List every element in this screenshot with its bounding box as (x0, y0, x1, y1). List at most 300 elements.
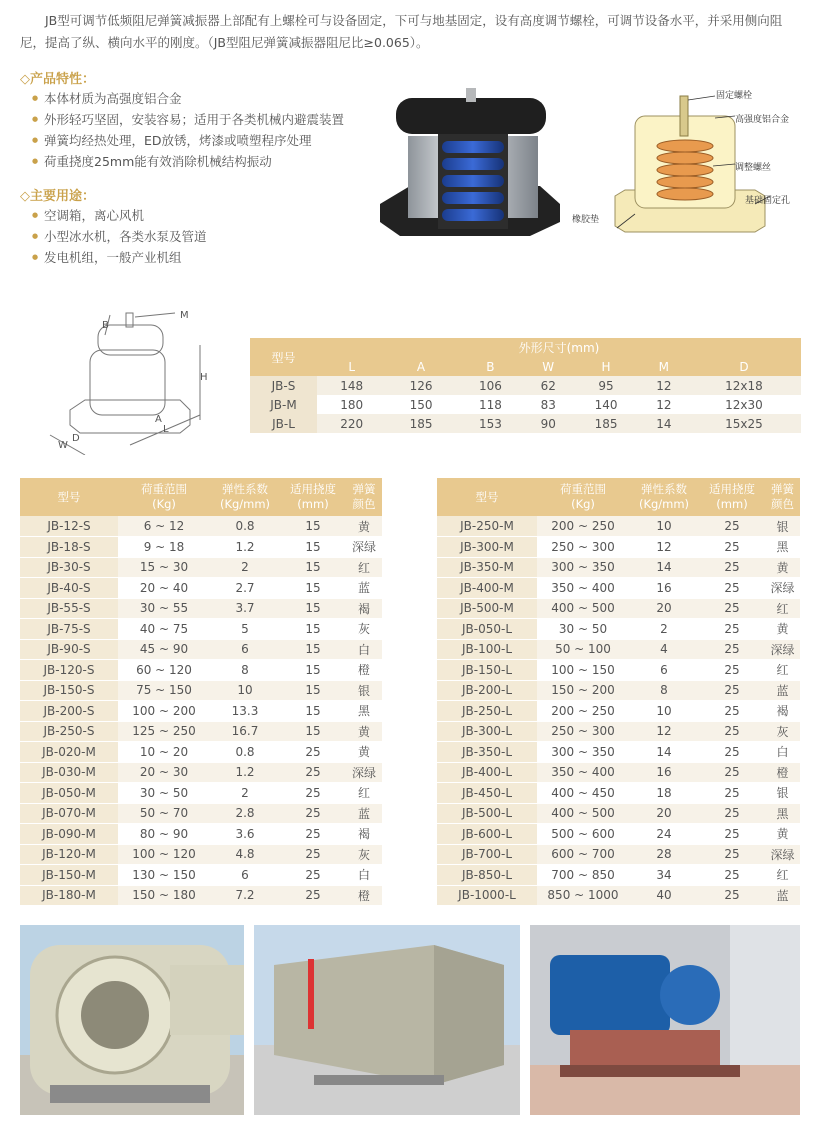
label-pad: 橡胶垫 (572, 215, 600, 225)
table-cell: JB-S (250, 376, 317, 395)
table-row (437, 803, 800, 824)
label-l: L (163, 424, 169, 435)
table-cell: 15 ~ 30 (118, 557, 210, 578)
table-cell: 30 ~ 50 (537, 619, 629, 640)
table-cell: JB-350-L (437, 742, 537, 763)
table-cell: 褐 (346, 598, 382, 619)
table-cell: 黄 (765, 557, 800, 578)
table-cell: 黄 (346, 516, 382, 537)
table-cell: 25 (699, 619, 765, 640)
table-cell: 深绿 (346, 762, 382, 783)
table-cell: 5 (210, 619, 280, 640)
table-cell: 黄 (346, 721, 382, 742)
table-row (437, 660, 800, 681)
table-cell: 25 (280, 783, 346, 804)
table-cell: 灰 (346, 619, 382, 640)
table-cell: 18 (629, 783, 699, 804)
table-cell: 20 (629, 598, 699, 619)
table-cell: 12x30 (725, 397, 763, 412)
table-cell: 60 ~ 120 (118, 660, 210, 681)
table-cell: 橙 (346, 885, 382, 906)
table-cell: JB-350-M (437, 557, 537, 578)
table-cell: 100 ~ 150 (537, 660, 629, 681)
table-row (20, 660, 382, 681)
table-cell: 15 (280, 680, 346, 701)
label-bolt: 固定螺栓 (716, 91, 753, 101)
table-cell: 25 (280, 762, 346, 783)
table-cell: 3.6 (210, 824, 280, 845)
table-cell: 20 (629, 803, 699, 824)
table-cell: 白 (765, 742, 800, 763)
table-row (437, 537, 800, 558)
table-cell: JB-450-L (437, 783, 537, 804)
spec-header-load: 荷重范围 (Kg) (537, 478, 629, 516)
table-cell: JB-1000-L (437, 885, 537, 906)
table-cell: 350 ~ 400 (537, 762, 629, 783)
table-cell: 0.8 (210, 742, 280, 763)
table-cell: 25 (699, 598, 765, 619)
table-cell: 148 (317, 376, 386, 395)
table-cell: 2.8 (210, 803, 280, 824)
table-cell: 250 ~ 300 (537, 537, 629, 558)
table-cell: 83 (540, 397, 556, 412)
table-cell: 15 (280, 619, 346, 640)
table-cell: 28 (629, 844, 699, 865)
table-cell: 30 ~ 50 (118, 783, 210, 804)
table-cell: 橙 (765, 762, 800, 783)
dim-col-header: D (687, 357, 801, 376)
table-cell: 25 (699, 742, 765, 763)
table-cell: 150 ~ 200 (537, 680, 629, 701)
list-item: ● 荷重挠度25mm能有效消除机械结构振动 (44, 151, 344, 172)
spec-table-right (437, 478, 800, 906)
table-cell: 16 (629, 762, 699, 783)
table-cell: 红 (346, 557, 382, 578)
list-item: ● 本体材质为高强度铝合金 (44, 88, 344, 109)
table-cell: JB-150-L (437, 660, 537, 681)
table-cell: 8 (210, 660, 280, 681)
table-cell: 黑 (765, 537, 800, 558)
table-cell: 25 (699, 885, 765, 906)
features-title: ◇产品特性： (20, 72, 95, 87)
table-row (250, 376, 801, 395)
table-cell: 25 (280, 742, 346, 763)
table-cell: 350 ~ 400 (537, 578, 629, 599)
table-cell: 2 (210, 783, 280, 804)
table-cell: JB-250-L (437, 701, 537, 722)
label-b: B (102, 320, 109, 331)
table-cell: 153 (456, 414, 525, 433)
table-cell: 白 (346, 865, 382, 886)
table-cell: JB-40-S (20, 578, 118, 599)
table-cell: 12 (656, 397, 672, 412)
table-cell: 500 ~ 600 (537, 824, 629, 845)
table-row (20, 639, 382, 660)
table-cell: 25 (699, 783, 765, 804)
table-cell: JB-150-S (20, 680, 118, 701)
table-cell: 400 ~ 500 (537, 598, 629, 619)
table-cell: JB-12-S (20, 516, 118, 537)
table-row (20, 824, 382, 845)
table-cell: 25 (699, 865, 765, 886)
table-cell: 15 (280, 578, 346, 599)
table-cell: 220 (317, 414, 386, 433)
table-row (437, 639, 800, 660)
table-row (20, 537, 382, 558)
table-cell: 银 (765, 783, 800, 804)
table-cell: 10 (210, 680, 280, 701)
table-cell: 15 (280, 516, 346, 537)
dim-col-header: W (525, 357, 571, 376)
table-cell: 700 ~ 850 (537, 865, 629, 886)
table-cell: 13.3 (210, 701, 280, 722)
table-cell: 6 ~ 12 (118, 516, 210, 537)
table-cell: 深绿 (765, 639, 800, 660)
table-cell: 黑 (765, 803, 800, 824)
table-cell: 34 (629, 865, 699, 886)
table-cell: 100 ~ 120 (118, 844, 210, 865)
table-cell: 橙 (346, 660, 382, 681)
uses-title: ◇主要用途： (20, 189, 95, 204)
table-cell: JB-050-M (20, 783, 118, 804)
table-cell: 12x18 (687, 376, 801, 395)
table-row (20, 516, 382, 537)
table-row (250, 395, 801, 414)
table-cell: 25 (699, 721, 765, 742)
table-cell: JB-120-M (20, 844, 118, 865)
table-row (250, 414, 801, 433)
photo-water-pump (530, 925, 800, 1115)
table-cell: JB-75-S (20, 619, 118, 640)
table-cell: 黄 (346, 742, 382, 763)
table-cell: 80 ~ 90 (118, 824, 210, 845)
table-cell: 4.8 (210, 844, 280, 865)
table-cell: 25 (699, 516, 765, 537)
table-cell: 黑 (346, 701, 382, 722)
table-cell: 2 (210, 557, 280, 578)
table-row (20, 598, 382, 619)
table-cell: 25 (699, 557, 765, 578)
table-cell: JB-070-M (20, 803, 118, 824)
label-hole: 基础固定孔 (745, 196, 791, 206)
table-cell: 6 (629, 660, 699, 681)
table-row (437, 721, 800, 742)
table-cell: 25 (699, 680, 765, 701)
table-cell: JB-200-L (437, 680, 537, 701)
table-cell: 600 ~ 700 (537, 844, 629, 865)
table-cell: 126 (386, 376, 455, 395)
table-cell: 400 ~ 500 (537, 803, 629, 824)
label-d: D (72, 433, 80, 444)
table-cell: 45 ~ 90 (118, 639, 210, 660)
list-item: ● 外形轻巧坚固，安装容易；适用于各类机械内避震装置 (44, 109, 344, 130)
product-photo (370, 86, 570, 241)
table-cell: 10 (629, 516, 699, 537)
table-cell: 62 (525, 376, 571, 395)
uses-list (44, 205, 207, 268)
table-cell: 15 (280, 598, 346, 619)
table-cell: JB-500-L (437, 803, 537, 824)
table-cell: JB-100-L (437, 639, 537, 660)
dim-col-header: M (641, 357, 687, 376)
table-cell: 200 ~ 250 (537, 516, 629, 537)
table-cell: 14 (641, 414, 687, 433)
table-row (437, 762, 800, 783)
table-row (437, 619, 800, 640)
list-item: ● 弹簧均经热处理，ED放锈，烤漆或喷塑程序处理 (44, 130, 344, 151)
table-cell: 20 ~ 30 (118, 762, 210, 783)
table-cell: 200 ~ 250 (537, 701, 629, 722)
table-cell: 40 (629, 885, 699, 906)
label-w: W (58, 440, 68, 451)
table-row (437, 680, 800, 701)
table-row (437, 557, 800, 578)
table-row (437, 783, 800, 804)
table-cell: 300 ~ 350 (537, 742, 629, 763)
label-h: H (200, 372, 208, 383)
table-cell: 24 (629, 824, 699, 845)
dimension-table (250, 338, 801, 433)
table-row (20, 721, 382, 742)
table-cell: 3.7 (210, 598, 280, 619)
table-row (20, 557, 382, 578)
spec-header-k: 弹性系数 (Kg/mm) (210, 478, 280, 516)
table-cell: JB-600-L (437, 824, 537, 845)
table-cell: JB-030-M (20, 762, 118, 783)
table-cell: 银 (765, 516, 800, 537)
table-cell: 16.7 (210, 721, 280, 742)
table-cell: 9 ~ 18 (118, 537, 210, 558)
table-cell: 2.7 (210, 578, 280, 599)
table-cell: 12 (629, 537, 699, 558)
table-cell: 185 (571, 414, 640, 433)
table-cell: 25 (280, 885, 346, 906)
label-alloy: 高强度铝合金 (735, 115, 790, 125)
features-list (44, 88, 344, 172)
table-cell: 106 (456, 376, 525, 395)
label-a: A (155, 414, 162, 425)
table-cell: 2 (629, 619, 699, 640)
table-cell: 灰 (765, 721, 800, 742)
photo-centrifugal-fan (20, 925, 244, 1115)
table-cell: 红 (346, 783, 382, 804)
spec-table-left (20, 478, 382, 906)
dim-header-group: 外形尺寸(mm) (317, 338, 801, 357)
table-row (437, 742, 800, 763)
table-cell: JB-150-M (20, 865, 118, 886)
intro-paragraph: JB型可调节低频阻尼弹簧减振器上部配有上螺栓可与设备固定，下可与地基固定，设有高度调节螺栓，可调节设备水平，并采用侧向阻尼，提高了纵、横向水平的刚度。（JB型阻尼弹簧减振器阻尼比≥0.065）。 (20, 13, 783, 50)
spec-header-color: 弹簧 颜色 (346, 478, 382, 516)
table-cell: 1.2 (210, 762, 280, 783)
table-row (20, 578, 382, 599)
table-cell: 180 (340, 397, 364, 412)
table-cell: 130 ~ 150 (118, 865, 210, 886)
table-cell: 25 (699, 660, 765, 681)
table-cell: 银 (346, 680, 382, 701)
table-cell: 15 (280, 639, 346, 660)
table-cell: 12 (629, 721, 699, 742)
table-cell: 25 (280, 865, 346, 886)
table-cell: 25 (699, 537, 765, 558)
table-cell: JB-18-S (20, 537, 118, 558)
table-cell: 6 (210, 865, 280, 886)
table-row (20, 865, 382, 886)
dim-col-header: H (571, 357, 640, 376)
table-cell: 90 (525, 414, 571, 433)
table-cell: 10 ~ 20 (118, 742, 210, 763)
table-cell: 95 (571, 376, 640, 395)
table-cell: 黄 (765, 619, 800, 640)
table-cell: 15 (280, 701, 346, 722)
table-row (437, 844, 800, 865)
list-item: ● 小型冰水机，各类水泵及管道 (44, 226, 207, 247)
dim-col-header: L (317, 357, 386, 376)
table-cell: 20 ~ 40 (118, 578, 210, 599)
table-cell: JB-090-M (20, 824, 118, 845)
label-m: M (180, 310, 189, 321)
spec-header-k: 弹性系数 (Kg/mm) (629, 478, 699, 516)
dim-col-header: A (386, 357, 455, 376)
table-cell: 蓝 (346, 803, 382, 824)
table-row (20, 619, 382, 640)
table-cell: 蓝 (346, 578, 382, 599)
photo-air-handler (254, 925, 520, 1115)
table-cell: 125 ~ 250 (118, 721, 210, 742)
table-cell: JB-L (250, 414, 317, 433)
table-cell: 25 (699, 701, 765, 722)
table-cell: 6 (210, 639, 280, 660)
spec-header-deflection: 适用挠度 (mm) (280, 478, 346, 516)
table-cell: JB-250-S (20, 721, 118, 742)
table-cell: 50 ~ 100 (537, 639, 629, 660)
spec-header-load: 荷重范围 (Kg) (118, 478, 210, 516)
table-row (20, 680, 382, 701)
table-cell: JB-300-L (437, 721, 537, 742)
table-cell: 灰 (346, 844, 382, 865)
list-item: ● 空调箱，离心风机 (44, 205, 207, 226)
table-cell: JB-250-M (437, 516, 537, 537)
table-cell: JB-300-M (437, 537, 537, 558)
table-cell: 850 ~ 1000 (537, 885, 629, 906)
table-cell: 250 ~ 300 (537, 721, 629, 742)
table-row (20, 844, 382, 865)
table-cell: 深绿 (765, 578, 800, 599)
table-cell: 25 (699, 639, 765, 660)
table-cell: 4 (629, 639, 699, 660)
table-cell: JB-30-S (20, 557, 118, 578)
table-cell: JB-850-L (437, 865, 537, 886)
table-row (20, 803, 382, 824)
table-cell: 400 ~ 450 (537, 783, 629, 804)
table-row (437, 865, 800, 886)
table-cell: 100 ~ 200 (118, 701, 210, 722)
table-cell: JB-020-M (20, 742, 118, 763)
table-row (437, 885, 800, 906)
spec-header-deflection: 适用挠度 (mm) (699, 478, 765, 516)
table-cell: 0.8 (210, 516, 280, 537)
table-cell: JB-120-S (20, 660, 118, 681)
spec-header-model: 型号 (20, 478, 118, 516)
table-cell: 蓝 (765, 680, 800, 701)
table-cell: 16 (629, 578, 699, 599)
table-cell: 8 (629, 680, 699, 701)
table-cell: 25 (280, 844, 346, 865)
table-cell: 140 (594, 397, 618, 412)
table-row (437, 598, 800, 619)
table-cell: 50 ~ 70 (118, 803, 210, 824)
table-cell: 白 (346, 639, 382, 660)
table-cell: JB-400-L (437, 762, 537, 783)
table-cell: JB-050-L (437, 619, 537, 640)
list-item: ● 发电机组，一般产业机组 (44, 247, 207, 268)
dim-col-header: B (456, 357, 525, 376)
table-cell: 185 (386, 414, 455, 433)
table-cell: 红 (765, 660, 800, 681)
table-cell: 118 (478, 397, 502, 412)
table-cell: JB-500-M (437, 598, 537, 619)
table-cell: 25 (699, 844, 765, 865)
dim-header-model: 型号 (250, 338, 317, 376)
table-cell: 25 (280, 803, 346, 824)
table-cell: 15 (280, 721, 346, 742)
table-cell: 40 ~ 75 (118, 619, 210, 640)
table-cell: JB-180-M (20, 885, 118, 906)
table-cell: 红 (765, 865, 800, 886)
table-cell: 蓝 (765, 885, 800, 906)
table-row (20, 701, 382, 722)
table-cell: JB-90-S (20, 639, 118, 660)
table-row (20, 885, 382, 906)
spec-header-color: 弹簧 颜色 (765, 478, 800, 516)
table-row (437, 516, 800, 537)
table-cell: 12 (641, 376, 687, 395)
table-cell: 15 (280, 660, 346, 681)
table-cell: JB-400-M (437, 578, 537, 599)
table-cell: 7.2 (210, 885, 280, 906)
table-cell: JB-700-L (437, 844, 537, 865)
table-row (20, 783, 382, 804)
table-cell: 15 (280, 557, 346, 578)
table-cell: 30 ~ 55 (118, 598, 210, 619)
table-cell: 深绿 (765, 844, 800, 865)
table-cell: 75 ~ 150 (118, 680, 210, 701)
table-cell: 150 (409, 397, 433, 412)
table-cell: 14 (629, 557, 699, 578)
table-cell: 深绿 (346, 537, 382, 558)
table-cell: 褐 (346, 824, 382, 845)
table-cell: JB-55-S (20, 598, 118, 619)
table-cell: 15x25 (687, 414, 801, 433)
table-row (437, 578, 800, 599)
table-cell: 褐 (765, 701, 800, 722)
table-row (20, 742, 382, 763)
table-cell: 300 ~ 350 (537, 557, 629, 578)
spec-header-model: 型号 (437, 478, 537, 516)
table-row (437, 824, 800, 845)
table-cell: 25 (699, 578, 765, 599)
table-cell: 25 (699, 762, 765, 783)
table-cell: 黄 (765, 824, 800, 845)
table-cell: 红 (765, 598, 800, 619)
table-cell: 25 (699, 824, 765, 845)
table-cell: 14 (629, 742, 699, 763)
table-row (20, 762, 382, 783)
label-screw: 调整螺丝 (735, 163, 772, 173)
table-row (437, 701, 800, 722)
table-cell: 15 (280, 537, 346, 558)
table-cell: 25 (280, 824, 346, 845)
table-cell: 25 (699, 803, 765, 824)
